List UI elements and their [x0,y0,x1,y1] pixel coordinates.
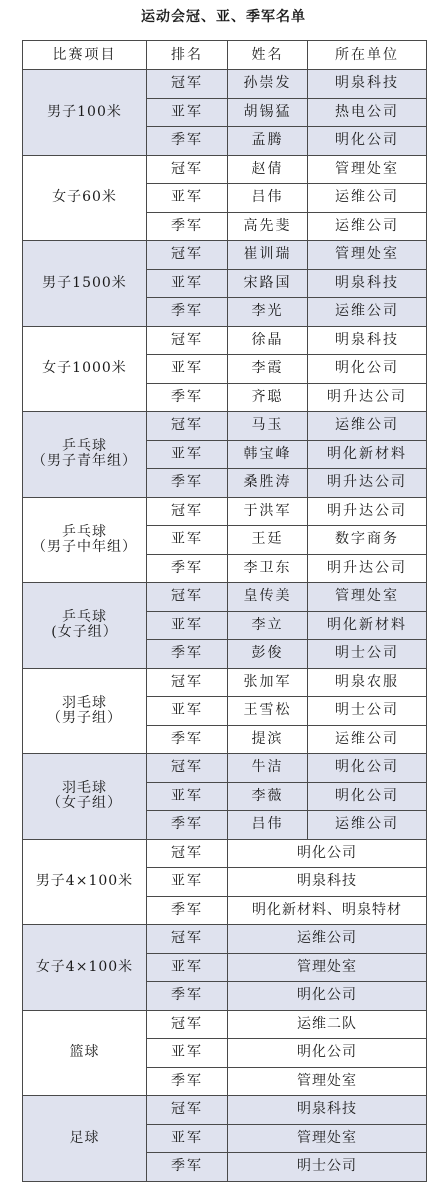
event-group: （男子组） [47,709,122,726]
team-cell: 明泉科技 [228,868,427,897]
name-cell: 马玉 [228,412,308,441]
event-group: （男子青年组） [32,453,137,470]
name-cell: 齐聪 [228,383,308,412]
event-name: 女子60米 [52,189,117,206]
name-cell: 宋路国 [228,269,308,298]
rank-cell: 冠军 [147,1010,228,1039]
event-cell [23,583,147,669]
table-row [23,668,427,697]
table-row [23,155,427,184]
unit-cell: 明泉科技 [308,70,427,99]
name-cell: 李卫东 [228,554,308,583]
team-cell: 明化公司 [228,982,427,1011]
rank-cell: 冠军 [147,155,228,184]
event-cell [23,70,147,156]
unit-cell: 运维公司 [308,412,427,441]
name-cell: 李霞 [228,355,308,384]
name-cell: 皇传美 [228,583,308,612]
team-cell: 明士公司 [228,1153,427,1182]
event-cell [23,241,147,327]
name-cell: 李薇 [228,782,308,811]
page-title: 运动会冠、亚、季军名单 [141,9,306,25]
unit-cell: 明化新材料 [308,440,427,469]
team-cell: 明化新材料、明泉特材 [228,896,427,925]
rank-cell: 季军 [147,212,228,241]
header-name: 姓名 [228,41,308,70]
unit-cell: 运维公司 [308,725,427,754]
event-name: 乒乓球 [62,523,107,540]
rank-cell: 亚军 [147,526,228,555]
table-row [23,1010,427,1039]
name-cell: 徐晶 [228,326,308,355]
results-table [22,40,427,1182]
event-cell [23,155,147,241]
header-row [23,41,427,70]
rank-cell: 冠军 [147,925,228,954]
table-row [23,326,427,355]
name-cell: 提滨 [228,725,308,754]
table-row [23,839,427,868]
unit-cell: 明升达公司 [308,497,427,526]
team-cell: 明泉科技 [228,1096,427,1125]
unit-cell: 运维公司 [308,212,427,241]
rank-cell: 亚军 [147,355,228,384]
unit-cell: 明化公司 [308,782,427,811]
event-group: （男子中年组） [32,538,137,555]
rank-cell: 亚军 [147,440,228,469]
name-cell: 桑胜涛 [228,469,308,498]
unit-cell: 明化公司 [308,355,427,384]
rank-cell: 季军 [147,896,228,925]
unit-cell: 管理处室 [308,241,427,270]
unit-cell: 明化公司 [308,127,427,156]
event-name: 男子100米 [47,103,122,120]
event-name: 男子4×100米 [35,873,134,890]
rank-cell: 冠军 [147,1096,228,1125]
rank-cell: 季军 [147,640,228,669]
unit-cell: 明化公司 [308,754,427,783]
unit-cell: 运维公司 [308,184,427,213]
name-cell: 牛洁 [228,754,308,783]
unit-cell: 明士公司 [308,697,427,726]
event-cell [23,1010,147,1096]
unit-cell: 明升达公司 [308,383,427,412]
rank-cell: 冠军 [147,326,228,355]
event-cell [23,754,147,840]
rank-cell: 亚军 [147,184,228,213]
event-name: 女子1000米 [42,360,127,377]
rank-cell: 冠军 [147,754,228,783]
name-cell: 高先斐 [228,212,308,241]
rank-cell: 亚军 [147,782,228,811]
rank-cell: 冠军 [147,668,228,697]
name-cell: 韩宝峰 [228,440,308,469]
rank-cell: 冠军 [147,241,228,270]
name-cell: 张加军 [228,668,308,697]
rank-cell: 亚军 [147,868,228,897]
event-name: 乒乓球 [62,438,107,455]
unit-cell: 热电公司 [308,98,427,127]
team-cell: 明化公司 [228,1039,427,1068]
team-cell: 运维二队 [228,1010,427,1039]
table-row [23,497,427,526]
rank-cell: 亚军 [147,98,228,127]
unit-cell: 明泉农服 [308,668,427,697]
unit-cell: 明化新材料 [308,611,427,640]
name-cell: 李光 [228,298,308,327]
table-row [23,412,427,441]
unit-cell: 数字商务 [308,526,427,555]
rank-cell: 季军 [147,982,228,1011]
name-cell: 吕伟 [228,811,308,840]
name-cell: 崔训瑞 [228,241,308,270]
event-name: 乒乓球 [62,609,107,626]
header-rank: 排名 [147,41,228,70]
event-cell [23,1096,147,1182]
unit-cell: 明升达公司 [308,469,427,498]
rank-cell: 冠军 [147,412,228,441]
rank-cell: 亚军 [147,611,228,640]
rank-cell: 冠军 [147,70,228,99]
unit-cell: 管理处室 [308,583,427,612]
name-cell: 赵倩 [228,155,308,184]
table-row [23,583,427,612]
team-cell: 管理处室 [228,1124,427,1153]
name-cell: 于洪军 [228,497,308,526]
unit-cell: 管理处室 [308,155,427,184]
rank-cell: 冠军 [147,583,228,612]
rank-cell: 亚军 [147,1124,228,1153]
name-cell: 彭俊 [228,640,308,669]
event-cell [23,839,147,925]
name-cell: 王廷 [228,526,308,555]
event-cell [23,925,147,1011]
rank-cell: 亚军 [147,1039,228,1068]
rank-cell: 季军 [147,127,228,156]
team-cell: 管理处室 [228,1067,427,1096]
rank-cell: 冠军 [147,839,228,868]
table-row [23,241,427,270]
name-cell: 孟腾 [228,127,308,156]
team-cell: 运维公司 [228,925,427,954]
name-cell: 吕伟 [228,184,308,213]
name-cell: 王雪松 [228,697,308,726]
rank-cell: 亚军 [147,953,228,982]
rank-cell: 季军 [147,469,228,498]
rank-cell: 季军 [147,383,228,412]
rank-cell: 亚军 [147,697,228,726]
event-name: 足球 [69,1129,100,1146]
name-cell: 胡锡猛 [228,98,308,127]
rank-cell: 季军 [147,298,228,327]
rank-cell: 季军 [147,725,228,754]
rank-cell: 季军 [147,1153,228,1182]
name-cell: 李立 [228,611,308,640]
team-cell: 明化公司 [228,839,427,868]
rank-cell: 季军 [147,554,228,583]
event-cell [23,668,147,754]
event-cell [23,497,147,583]
team-cell: 管理处室 [228,953,427,982]
event-name: 羽毛球 [62,694,107,711]
table-row [23,1096,427,1125]
name-cell: 孙崇发 [228,70,308,99]
rank-cell: 季军 [147,1067,228,1096]
event-group: （女子组） [47,795,122,812]
event-group: (女子组） [51,624,118,641]
table-row [23,70,427,99]
rank-cell: 亚军 [147,269,228,298]
unit-cell: 明泉科技 [308,269,427,298]
event-name: 男子1500米 [42,274,127,291]
unit-cell: 明泉科技 [308,326,427,355]
header-unit: 所在单位 [308,41,427,70]
unit-cell: 明士公司 [308,640,427,669]
table-body [23,70,427,1182]
event-name: 篮球 [69,1044,100,1061]
unit-cell: 运维公司 [308,298,427,327]
event-cell [23,326,147,412]
header-event: 比赛项目 [23,41,147,70]
rank-cell: 冠军 [147,497,228,526]
table-row [23,925,427,954]
event-name: 女子4×100米 [35,958,134,975]
unit-cell: 运维公司 [308,811,427,840]
rank-cell: 季军 [147,811,228,840]
event-cell [23,412,147,498]
unit-cell: 明升达公司 [308,554,427,583]
table-row [23,754,427,783]
event-name: 羽毛球 [62,780,107,797]
